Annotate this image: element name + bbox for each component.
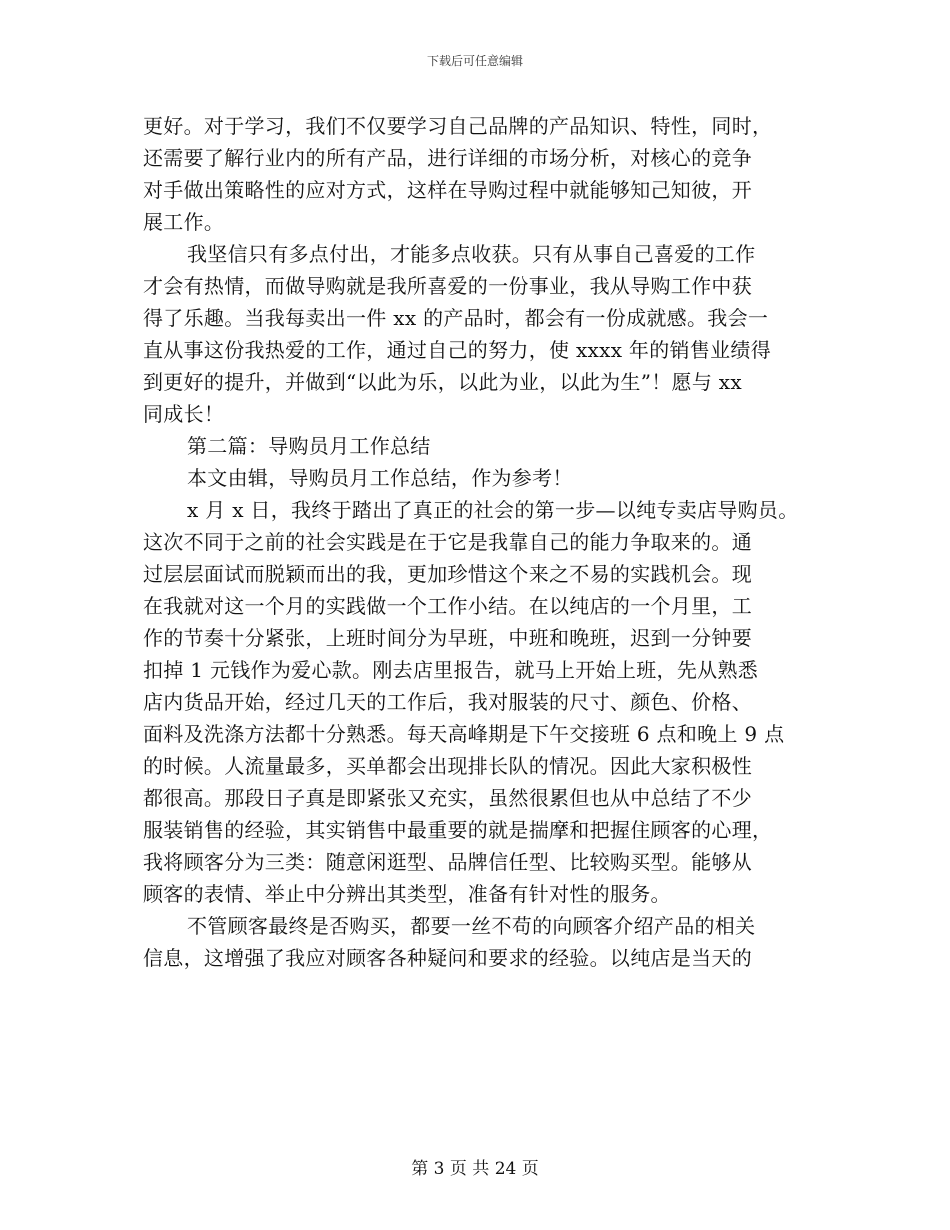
page-footer: 第 3 页 共 24 页 <box>411 1159 539 1179</box>
text-line: 不管顾客最终是否购买，都要一丝不苟的向顾客介绍产品的相关 <box>187 914 756 938</box>
text-line: 更好。对于学习，我们不仅要学习自己品牌的产品知识、特性，同时， <box>143 114 773 138</box>
text-line: 信息，这增强了我应对顾客各种疑问和要求的经验。以纯店是当天的 <box>143 946 752 970</box>
text-line: 都很高。那段日子真是即紧张又充实，虽然很累但也从中总结了不少 <box>143 786 752 810</box>
text-line: 在我就对这一个月的实践做一个工作小结。在以纯店的一个月里，工 <box>143 594 752 618</box>
text-line: 作的节奏十分紧张，上班时间分为早班，中班和晚班，迟到一分钟要 <box>143 626 752 650</box>
text-line: 第二篇：导购员月工作总结 <box>187 434 431 458</box>
text-line: 直从事这份我热爱的工作，通过自己的努力，使 xxxx 年的销售业绩得 <box>143 338 772 362</box>
text-line: 还需要了解行业内的所有产品，进行详细的市场分析，对核心的竞争 <box>143 146 752 170</box>
text-line: 过层层面试而脱颖而出的我，更加珍惜这个来之不易的实践机会。现 <box>143 562 752 586</box>
text-line: 店内货品开始，经过几天的工作后，我对服装的尺寸、颜色、价格、 <box>143 690 752 714</box>
page-header: 下载后可任意编辑 <box>426 54 523 68</box>
text-line: 面料及洗涤方法都十分熟悉。每天高峰期是下午交接班 6 点和晚上 9 点 <box>143 722 785 746</box>
text-line: x 月 x 日，我终于踏出了真正的社会的第一步—以纯专卖店导购员。 <box>187 498 799 522</box>
text-line: 展工作。 <box>143 210 225 234</box>
text-line: 服装销售的经验，其实销售中最重要的就是揣摩和把握住顾客的心理， <box>143 818 773 842</box>
text-line: 我坚信只有多点付出，才能多点收获。只有从事自己喜爱的工作 <box>187 242 756 266</box>
document-body <box>143 110 843 974</box>
text-line: 同成长！ <box>143 402 225 426</box>
text-line: 顾客的表情、举止中分辨出其类型，准备有针对性的服务。 <box>143 882 671 906</box>
text-line: 扣掉 1 元钱作为爱心款。刚去店里报告，就马上开始上班，先从熟悉 <box>143 658 759 682</box>
text-line: 对手做出策略性的应对方式，这样在导购过程中就能够知己知彼，开 <box>143 178 752 202</box>
text-line: 的时候。人流量最多，买单都会出现排长队的情况。因此大家积极性 <box>143 754 752 778</box>
text-line: 本文由辑，导购员月工作总结，作为参考！ <box>187 466 573 490</box>
text-line: 才会有热情，而做导购就是我所喜爱的一份事业，我从导购工作中获 <box>143 274 752 298</box>
text-line: 这次不同于之前的社会实践是在于它是我靠自己的能力争取来的。通 <box>143 530 752 554</box>
text-line: 我将顾客分为三类：随意闲逛型、品牌信任型、比较购买型。能够从 <box>143 850 752 874</box>
text-line: 到更好的提升，并做到“以此为乐，以此为业，以此为生”！愿与 xx <box>143 370 742 394</box>
text-line: 得了乐趣。当我每卖出一件 xx 的产品时，都会有一份成就感。我会一 <box>143 306 769 330</box>
